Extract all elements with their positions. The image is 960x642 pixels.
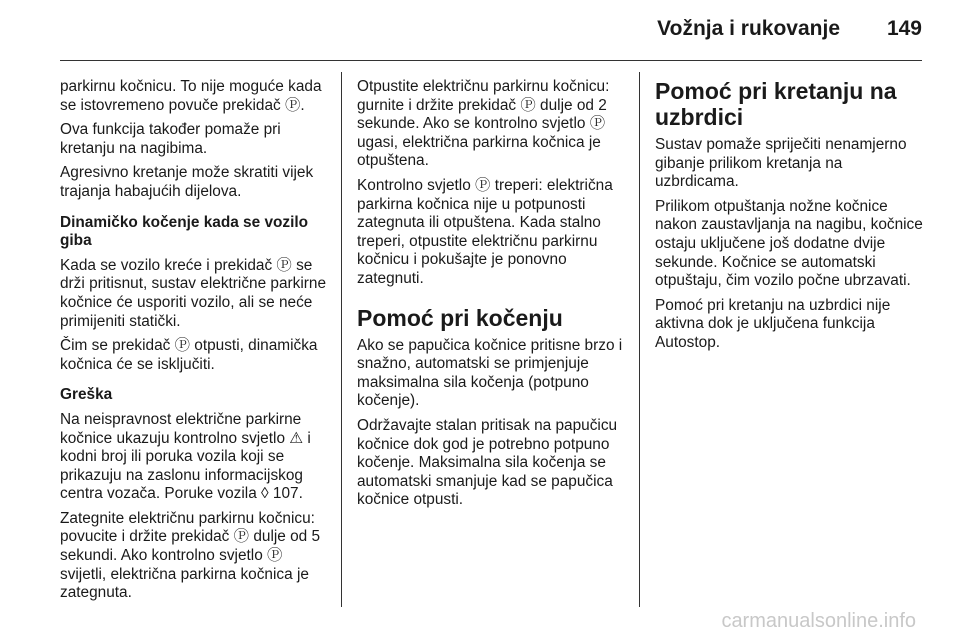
paragraph: Sustav pomaže spriječiti nenamjerno gibanje prilikom kretanja na uzbrdicama. — [655, 136, 907, 191]
section-heading-brake-assist: Pomoć pri kočenju — [357, 304, 563, 331]
paragraph: Agresivno kretanje može skratiti vijek trajanja habajućih dijelova. — [60, 164, 314, 200]
page-header-title: Vožnja i rukovanje — [657, 17, 840, 40]
column-1 — [60, 78, 328, 609]
subheading-fault: Greška — [60, 386, 113, 404]
watermark: carmanualsonline.info — [721, 610, 916, 632]
column-divider-1 — [341, 72, 342, 607]
paragraph: Pomoć pri kretanju na uzbrdici nije aktivna dok je uključena funkcija Autostop. — [655, 296, 891, 351]
header-rule — [60, 60, 922, 61]
column-3 — [655, 78, 925, 359]
column-divider-2 — [639, 72, 640, 607]
column-2 — [357, 78, 625, 516]
paragraph: Na neispravnost električne parkirne kočnice ukazuju kontrolno svjetlo ⚠ i kodni broj ili poruka vozila koji se prikazuju na zaslonu informacijskog centra vozača. Poruke vozila ◊ 107. — [60, 410, 311, 503]
paragraph: Čim se prekidač Ⓟ otpusti, dinamička kočnica će se isključiti. — [60, 337, 318, 373]
paragraph: Ova funkcija također pomaže pri kretanju na nagibima. — [60, 121, 281, 157]
paragraph: Ako se papučica kočnice pritisne brzo i snažno, automatski se primjenjuje maksimalna sila kočenja (potpuno kočenje). — [357, 336, 623, 410]
section-heading-hill-start-assist: Pomoć pri kretanju na uzbrdici — [655, 78, 897, 130]
paragraph: Otpustite električnu parkirnu kočnicu: gurnite i držite prekidač Ⓟ dulje od 2 sekunde. Ako se kontrolno svjetlo Ⓟ ugasi, električna parkirna kočnica je otpuštena. — [357, 78, 610, 170]
page-number: 149 — [886, 17, 922, 40]
paragraph: parkirnu kočnicu. To nije moguće kada se istovremeno povuče prekidač Ⓟ. — [60, 78, 322, 114]
paragraph: Prilikom otpuštanja nožne kočnice nakon zaustavljanja na nagibu, kočnice ostaju uključene još dodatne dvije sekunde. Kočnice se automatski otpuštaju, čim vozilo počne ubrzavati. — [655, 197, 923, 290]
subheading-dynamic-braking: Dinamičko kočenje kada se vozilo giba — [60, 213, 309, 250]
paragraph: Kontrolno svjetlo Ⓟ treperi: električna parkirna kočnica nije u potpunosti zategnuta ili otpuštena. Kada stalno treperi, otpustite električnu parkirnu kočnicu i pokušajte je ponovno zategnuti. — [357, 176, 613, 287]
paragraph: Održavajte stalan pritisak na papučicu kočnice dok god je potrebno potpuno kočenje. Maksimalna sila kočenja se automatski smanjuje kad se papučica kočnice otpusti. — [357, 416, 618, 509]
paragraph: Zategnite električnu parkirnu kočnicu: povucite i držite prekidač Ⓟ dulje od 5 sekundi. Ako kontrolno svjetlo Ⓟ svijetli, električna parkirna kočnica je zategnuta. — [60, 509, 321, 602]
paragraph: Kada se vozilo kreće i prekidač Ⓟ se drži pritisnut, sustav električne parkirne kočnice će usporiti vozilo, ali se neće primijeniti statički. — [60, 256, 327, 330]
